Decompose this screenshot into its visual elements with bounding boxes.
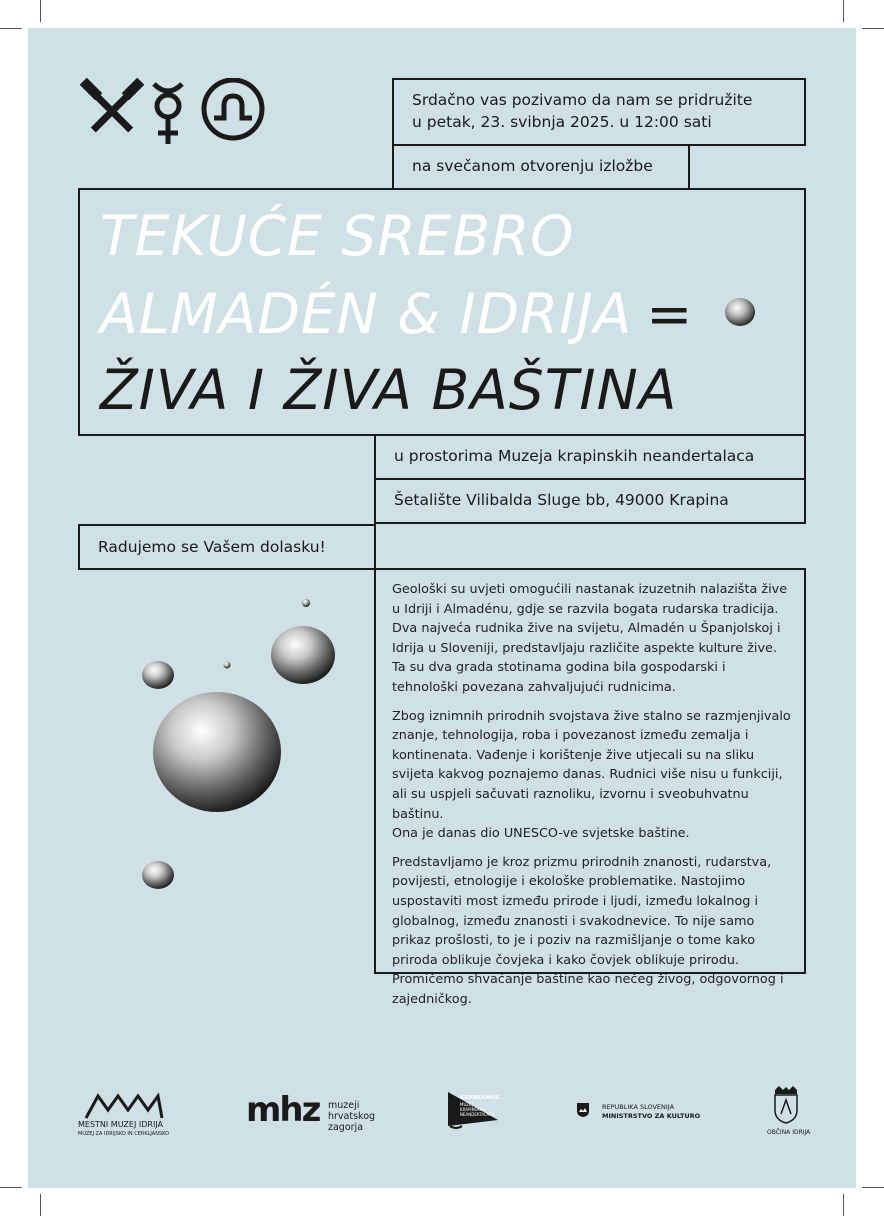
- paragraph-1: Geološki su uvjeti omogućili nastanak izuzetnih nalazišta žive u Idriji i Almadénu, gdje se razvila bogata rudarska tradicija. Dva najveća rudnika žive na svijetu, Almadén u Španjolskoj i Idrija u Sloveniji, predstavljaju različite aspekte kulture žive. Ta su dva grada stotinama godina bila gospodarski i tehnološki povezana zahvaljujući rudnicima.: [392, 582, 788, 695]
- crop-mark: [0, 28, 22, 29]
- crop-mark: [862, 1187, 884, 1188]
- venue-text: u prostorima Muzeja krapinskih neandertalaca: [394, 447, 755, 465]
- mhz-line-1: muzeji: [328, 1100, 360, 1111]
- welcome-box: [78, 524, 376, 570]
- title-line-2: [100, 282, 693, 346]
- crop-mark: [843, 0, 844, 22]
- mhz-logo-mark: mhz: [246, 1090, 320, 1130]
- mercury-drop-large: [153, 692, 281, 812]
- kraneamus-line-4: NEANDERTALACA: [460, 1112, 495, 1117]
- description-text: [392, 580, 792, 1018]
- mercury-drop-medium: [271, 626, 335, 684]
- paragraph-2: Zbog iznimnih prirodnih svojstava žive stalno se razmjenjivalo znanje, tehnologija, roba i povezanost između zemalja i kontinenata. Vađenje i korištenje žive utjecali su na sliku svijeta kakvog poznajemo danas. Rudnici više nisu u funkciji, ali su uspjeli sačuvati raznoliku, izvornu i sveobuhvatnu baštinu.: [392, 708, 791, 822]
- address-text: Šetalište Vilibalda Sluge bb, 49000 Krapina: [394, 491, 729, 509]
- mercury-drop-small: [142, 861, 174, 889]
- ministry-line-1: REPUBLIKA SLOVENIJA: [602, 1103, 675, 1111]
- address-box: [374, 478, 806, 524]
- mhz-line-3: zagorja: [328, 1122, 364, 1133]
- idrija-museum-logo-icon: [84, 1092, 164, 1120]
- mercury-drop-tiny: [224, 662, 231, 669]
- mining-hammers-icon: [80, 78, 145, 133]
- mercury-drop-small: [142, 661, 174, 689]
- mercury-drop-tiny: [302, 599, 310, 607]
- invitation-line-1: Srdačno vas pozivamo da nam se pridružite: [412, 91, 753, 109]
- crop-mark: [40, 0, 41, 22]
- divider: [374, 522, 806, 524]
- title-line-2-text: ALMADÉN & IDRIJA: [100, 282, 633, 346]
- ministry-line-2: MINISTRSTVO ZA KULTURO: [602, 1112, 701, 1120]
- obcina-idrija-name: OBČINA IDRIJA: [767, 1129, 811, 1136]
- invitation-box: [392, 78, 806, 146]
- title-line-3: ŽIVA I ŽIVA BAŠTINA: [100, 358, 678, 422]
- idrija-municipality-crest-icon: [772, 1086, 800, 1124]
- welcome-text: Radujemo se Vašem dolasku!: [98, 538, 326, 556]
- slovenia-coat-of-arms-icon: [576, 1102, 590, 1118]
- mercury-drops-illustration: [120, 580, 360, 920]
- exhibition-title-box: [78, 188, 806, 436]
- title-equals: =: [646, 282, 694, 346]
- mhz-line-2: hrvatskog: [328, 1111, 376, 1122]
- unesco-heritage-icon: [204, 80, 262, 138]
- title-line-1: TEKUĆE SREBRO: [100, 204, 575, 268]
- crop-mark: [0, 1187, 22, 1188]
- invitation-line-2: u petak, 23. svibnja 2025. u 12:00 sati: [412, 113, 712, 131]
- crop-mark: [40, 1194, 41, 1216]
- crop-mark: [843, 1194, 844, 1216]
- opening-text: na svečanom otvorenju izložbe: [412, 157, 653, 175]
- mercury-droplet: [722, 294, 758, 330]
- mercury-symbol-icon: [154, 84, 182, 144]
- venue-box: [374, 434, 806, 480]
- idrija-museum-name: MESTNI MUZEJ IDRIJA: [78, 1120, 163, 1129]
- paragraph-3: Predstavljamo je kroz prizmu prirodnih znanosti, rudarstva, povijesti, etnologije i ekološke problematike. Nastojimo uspostaviti most između prirode i ljudi, između lokalnog i globalnog, između znanosti i svakodnevice. To nije samo prikaz prošlosti, to je i poziv na razmišljanje o tome kako priroda oblikuje čovjeka i kako čovjek oblikuje prirodu. Promičemo shvaćanje baštine kao nečeg živog, odgovornog i zajedničkog.: [392, 854, 784, 1007]
- description-box: [374, 568, 806, 1007]
- idrija-museum-subtitle: MUZEJ ZA IDRIJSKO IN CERKLJANSKO: [78, 1131, 170, 1137]
- kraneamus-name: KRANEAMUS: [460, 1095, 500, 1101]
- header-icons: [78, 78, 270, 146]
- kraneamus-line-2: MUZEJ: [460, 1102, 473, 1107]
- kraneamus-line-3: KRAPINSKIH: [460, 1107, 484, 1112]
- opening-box: [392, 144, 690, 190]
- paragraph-2-unesco: Ona je danas dio UNESCO-ve svjetske baštine.: [392, 826, 690, 842]
- crop-mark: [862, 28, 884, 29]
